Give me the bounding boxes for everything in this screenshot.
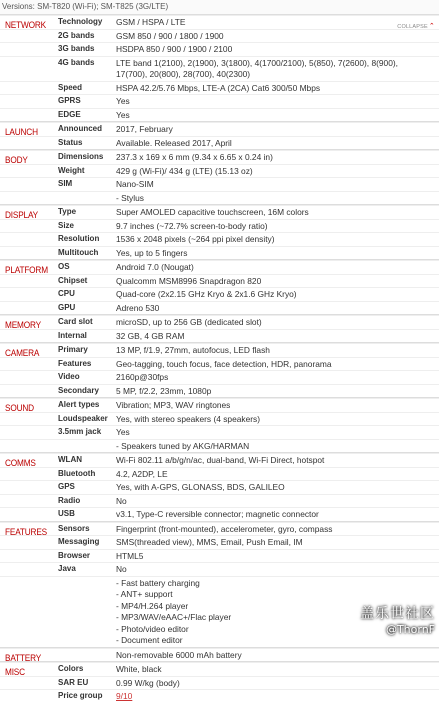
section-comms [0,452,439,521]
spec-value [116,454,439,467]
spec-name: Primary [58,345,88,354]
spec-value-line: White, black [116,664,162,674]
spec-value-line: Yes [116,109,130,120]
spec-name: SIM [58,179,73,188]
spec-value-line: Adreno 530 [116,302,160,313]
spec-name: OS [58,262,70,271]
spec-value [116,137,439,150]
spec-name: SAR EU [58,677,89,687]
spec-value-line: Geo-tagging, touch focus, face detection, HDR, panorama [116,358,332,369]
spec-value-line: GSM / HSPA / LTE [116,17,186,27]
spec-value-line: 237.3 x 169 x 6 mm (9.34 x 6.65 x 0.24 in) [116,152,273,162]
spec-row [0,260,439,274]
spec-value [116,413,439,426]
section-title: FEATURES [5,525,47,537]
spec-value-line: 9.7 inches (~72.7% screen-to-body ratio) [116,220,268,231]
spec-row [0,662,439,676]
spec-name: CPU [58,289,75,298]
spec-value-line: 5 MP, f/2.2, 23mm, 1080p [116,385,212,396]
spec-value-line: v3.1, Type-C reversible connector; magnetic connector [116,509,319,519]
spec-value [116,495,439,508]
spec-value-line: - Photo/video editor [116,623,189,634]
spec-row [0,150,439,164]
spec-row [0,164,439,178]
spec-row [0,467,439,481]
spec-name: 2G bands [58,30,95,40]
spec-name: WLAN [58,455,82,464]
spec-value-line: Nano-SIM [116,179,154,189]
spec-value-line: 17(700), 20(800), 28(700), 40(2300) [116,69,251,79]
spec-value-line: 13 MP, f/1.9, 27mm, autofocus, LED flash [116,345,270,355]
section-title: SOUND [5,402,34,413]
spec-value [116,677,439,690]
spec-row [0,315,439,329]
spec-name: Alert types [58,400,100,409]
section-network [0,14,439,121]
spec-row [0,439,439,453]
chevron-up-icon: ⌃ [428,23,435,30]
spec-row [0,535,439,549]
spec-row [0,398,439,412]
spec-row [0,301,439,315]
collapse-label: COLLAPSE [397,24,428,30]
spec-value [116,550,439,563]
spec-value-line: - Speakers tuned by AKG/HARMAN [116,440,250,451]
spec-row [0,453,439,467]
spec-value [116,385,439,398]
spec-value [116,536,439,549]
spec-value-line: Wi-Fi 802.11 a/b/g/n/ac, dual-band, Wi-Fi Direct, hotspot [116,455,325,465]
spec-value [116,95,439,108]
spec-value-line: Yes, with A-GPS, GLONASS, BDS, GALILEO [116,482,285,492]
section-body [0,149,439,204]
spec-name [58,649,116,662]
spec-value [116,123,439,136]
spec-name: Radio [58,495,81,505]
spec-row [0,549,439,563]
section-memory [0,314,439,342]
spec-value-line: - MP3/WAV/eAAC+/Flac player [116,612,232,622]
spec-row [0,56,439,81]
price-group-link[interactable]: 9/10 [116,691,133,701]
spec-value-line: Qualcomm MSM8996 Snapdragon 820 [116,275,262,286]
spec-row [0,29,439,43]
spec-row [0,15,439,29]
spec-value [116,261,439,274]
spec-row [0,94,439,108]
spec-value [116,371,439,384]
spec-name: Dimensions [58,152,104,161]
spec-value-line: HTML5 [116,550,144,561]
spec-row [0,562,439,576]
spec-value [116,109,439,122]
spec-value [116,165,439,178]
spec-row [0,108,439,122]
spec-value [116,563,439,576]
spec-value [116,288,439,301]
spec-value [116,426,439,439]
spec-name [58,192,116,205]
spec-name: Messaging [58,537,100,546]
spec-value-line: Yes, up to 5 fingers [116,247,188,258]
spec-row [0,384,439,398]
spec-row [0,136,439,150]
spec-value-line: Yes [116,96,130,106]
spec-name: USB [58,509,75,518]
spec-value-line: GSM 850 / 900 / 1800 / 1900 [116,30,224,41]
section-title: NETWORK [5,19,46,30]
spec-value-line: 429 g (Wi-Fi)/ 434 g (LTE) (15.13 oz) [116,165,253,176]
spec-name: Browser [58,550,91,560]
spec-value [116,30,439,43]
spec-name: Chipset [58,275,88,285]
spec-value-line: 0.99 W/kg (body) [116,677,180,688]
spec-name: Colors [58,664,84,673]
spec-name: Weight [58,165,85,175]
spec-name: Sensors [58,523,90,533]
spec-table [0,14,439,703]
spec-value-line: - Document editor [116,635,183,645]
spec-value-line: - Stylus [116,192,144,203]
section-sound [0,397,439,452]
section-display [0,204,439,259]
spec-name: Features [58,358,92,368]
spec-value-line: microSD, up to 256 GB (dedicated slot) [116,317,262,327]
spec-value-line: LTE band 1(2100), 2(1900), 3(1800), 4(1700/2100), 5(850), 7(2600), 8(900), [116,57,398,68]
spec-name: Card slot [58,317,93,326]
spec-value-line: 32 GB, 4 GB RAM [116,330,185,341]
spec-value [116,16,439,29]
spec-row [0,232,439,246]
spec-row [0,370,439,384]
spec-row [0,205,439,219]
spec-row [0,676,439,690]
spec-value-line: Quad-core (2x2.15 GHz Kryo & 2x1.6 GHz Kryo) [116,289,297,299]
spec-value-line: 2017, February [116,124,173,134]
spec-row [0,507,439,521]
spec-row [0,425,439,439]
spec-value [116,523,439,536]
section-misc [0,661,439,703]
spec-value-line: 4.2, A2DP, LE [116,468,168,479]
spec-value-line: 2160p@30fps [116,372,169,382]
spec-value-line: Non-removable 6000 mAh battery [116,649,242,660]
section-battery [0,647,439,662]
spec-value [116,275,439,288]
spec-name: Technology [58,17,103,26]
spec-name: Price group [58,691,103,700]
spec-value [116,220,439,233]
spec-value-line: Android 7.0 (Nougat) [116,262,194,272]
spec-row [0,177,439,191]
spec-value-line: Available. Released 2017, April [116,137,232,148]
spec-value-line: Yes [116,427,130,437]
spec-name [58,577,116,647]
spec-row [0,357,439,371]
spec-name: Speed [58,82,83,92]
watermark-line1: 盖乐世社区 [360,606,435,622]
spec-value-line: HSDPA 850 / 900 / 1900 / 2100 [116,44,233,54]
section-camera [0,342,439,397]
section-title: MISC [5,666,25,677]
section-title: DISPLAY [5,209,39,220]
section-title: BATTERY [5,651,42,663]
spec-name: Video [58,372,80,381]
spec-value-line: HSPA 42.2/5.76 Mbps, LTE-A (2CA) Cat6 300/50 Mbps [116,82,321,93]
spec-value [116,399,439,412]
spec-row [0,494,439,508]
spec-name: EDGE [58,109,81,119]
spec-value-line: - MP4/H.264 player [116,600,189,611]
section-title: CAMERA [5,347,40,358]
spec-value-line: Yes, with stereo speakers (4 speakers) [116,413,260,424]
section-title: MEMORY [5,319,41,330]
spec-name: Secondary [58,385,99,395]
spec-value [116,192,439,205]
spec-value [116,82,439,95]
spec-row [0,42,439,56]
spec-value [116,247,439,260]
spec-name: Type [58,207,77,216]
spec-name: Resolution [58,234,100,243]
spec-value-line: Super AMOLED capacitive touchscreen, 16M colors [116,207,309,217]
spec-value-line: - Fast battery charging [116,577,200,588]
spec-value [116,690,439,703]
spec-value [116,316,439,329]
spec-value [116,302,439,315]
spec-value [116,151,439,164]
spec-row [0,122,439,136]
spec-value-line: Vibration; MP3, WAV ringtones [116,400,231,410]
spec-row [0,689,439,703]
spec-name: 3G bands [58,44,95,53]
spec-row [0,246,439,260]
spec-name: GPS [58,482,75,491]
spec-value-line: SMS(threaded view), MMS, Email, Push Email, IM [116,537,303,547]
watermark-line2: @ThornF [385,623,435,636]
spec-name: Java [58,564,76,573]
section-launch [0,121,439,149]
spec-row [0,412,439,426]
spec-value [116,468,439,481]
spec-name: Internal [58,330,87,340]
spec-value [116,43,439,56]
section-title: COMMS [5,457,36,468]
section-title: PLATFORM [5,264,48,275]
spec-row [0,343,439,357]
spec-value [116,508,439,521]
spec-value [116,358,439,371]
versions-bar: Versions: SM-T820 (Wi-Fi); SM-T825 (3G/LTE) [0,0,439,14]
spec-row [0,219,439,233]
spec-name: Size [58,220,75,230]
spec-value [116,440,439,453]
section-title: BODY [5,154,28,165]
spec-name: 3.5mm jack [58,427,102,436]
spec-name: 4G bands [58,57,95,67]
spec-name: GPRS [58,96,81,105]
section-platform [0,259,439,314]
spec-name: Bluetooth [58,468,96,478]
spec-name: Multitouch [58,247,99,257]
spec-name [58,440,116,453]
spec-row [0,274,439,288]
spec-value-line: 1536 x 2048 pixels (~264 ppi pixel density) [116,234,275,244]
spec-value-line: Fingerprint (front-mounted), accelerometer, gyro, compass [116,523,333,534]
spec-value [116,649,439,662]
spec-value [116,330,439,343]
spec-row [0,480,439,494]
spec-name: Loudspeaker [58,413,108,423]
spec-name: Announced [58,124,102,133]
spec-row [0,329,439,343]
spec-value [116,206,439,219]
spec-value [116,344,439,357]
spec-name: GPU [58,302,76,312]
spec-value-line: No [116,564,127,574]
spec-value [116,481,439,494]
spec-value-line: - ANT+ support [116,589,173,599]
spec-row [0,191,439,205]
spec-row [0,522,439,536]
spec-value [116,233,439,246]
watermark [360,603,435,636]
spec-value [116,57,439,81]
section-title: LAUNCH [5,126,38,137]
spec-row [0,81,439,95]
spec-value [116,663,439,676]
spec-value [116,178,439,191]
spec-row [0,287,439,301]
spec-name: Status [58,137,83,147]
spec-value-line: No [116,495,127,506]
